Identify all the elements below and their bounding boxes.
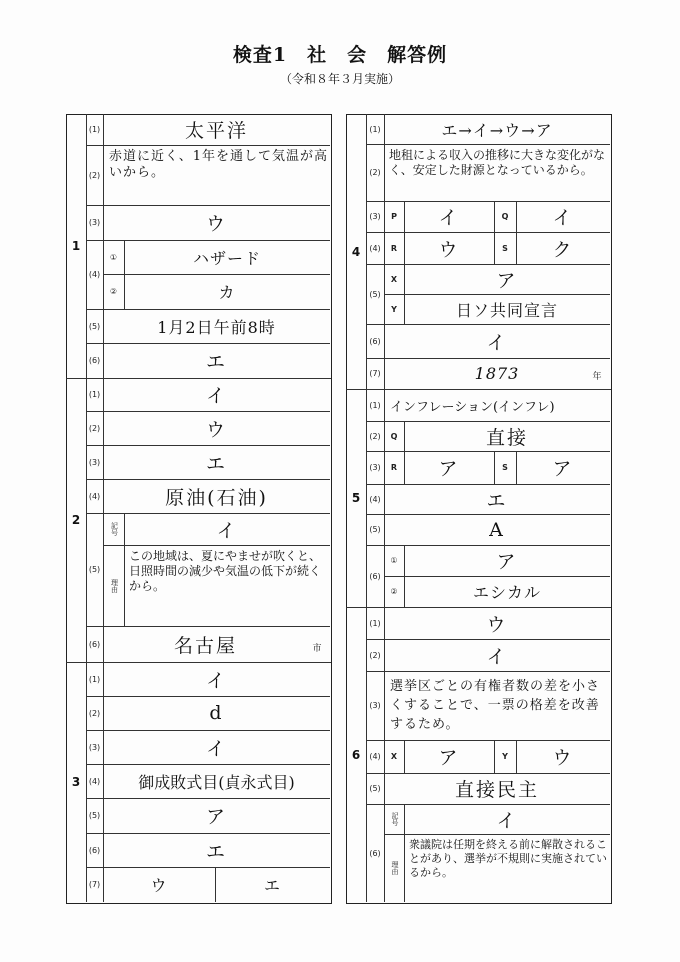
answer-text: 1月2日午前8時: [157, 317, 276, 337]
answer-text: インフレーション(インフレ): [390, 399, 555, 415]
question-number: (3): [88, 742, 101, 752]
answer-text: イ: [216, 519, 238, 542]
answer-text: イ: [496, 809, 518, 832]
answer-text: ア: [496, 551, 518, 573]
question-number: (5): [88, 321, 101, 331]
question-number: (2): [88, 708, 101, 718]
unit-label: 市: [312, 643, 322, 654]
question-number: (3): [369, 463, 381, 472]
answer-text: ア: [205, 806, 227, 828]
question-number: (4): [88, 270, 101, 279]
answer-text: 名古屋: [173, 634, 237, 657]
question-number: (3): [369, 701, 381, 710]
answer-text: 直接: [485, 426, 528, 449]
label-q: Q: [501, 212, 509, 221]
question-number: (2): [88, 170, 101, 180]
answer-text: A: [489, 518, 505, 541]
part-mark: ①: [109, 252, 118, 262]
section-number: 5: [351, 491, 361, 505]
answer-text: ク: [552, 238, 574, 261]
answer-text: イ: [486, 645, 508, 668]
answer-text: エ: [263, 876, 281, 895]
question-number: (4): [88, 491, 101, 501]
label-x: X: [390, 274, 398, 284]
answer-text: ウ: [486, 613, 508, 636]
question-number: (5): [88, 811, 101, 820]
label-q: Q: [390, 431, 398, 441]
question-number: (1): [88, 674, 101, 684]
symbol-label: 記号: [110, 522, 119, 536]
answer-text: ウ: [205, 418, 227, 441]
section-number: 3: [71, 775, 81, 789]
question-number: (1): [88, 390, 101, 399]
label-r: R: [390, 463, 398, 472]
answer-text: 地租による収入の推移に大きな変化がなく、安定した財源となっているから。: [389, 148, 606, 177]
answer-text: エ: [205, 452, 227, 475]
question-number: (1): [369, 400, 381, 410]
question-number: (6): [88, 845, 101, 855]
answer-text: エシカル: [472, 583, 541, 602]
question-number: (6): [369, 336, 381, 346]
section-number: 1: [71, 239, 81, 253]
answer-text: カ: [218, 283, 236, 302]
reason-label: 理由: [110, 578, 119, 593]
question-number: (3): [88, 218, 101, 227]
answer-text: エ: [205, 840, 227, 863]
question-number: (1): [369, 618, 381, 628]
question-number: (3): [88, 457, 101, 467]
answer-text: ア: [438, 747, 460, 769]
question-number: (5): [369, 784, 381, 793]
answer-text: ウ: [205, 213, 227, 235]
question-number: (2): [88, 423, 101, 433]
answer-text: イ: [205, 385, 227, 407]
answer-text: ウ: [150, 876, 168, 895]
symbol-label: 記号: [391, 812, 399, 826]
question-number: (2): [369, 431, 381, 441]
label-y: Y: [502, 752, 508, 761]
part-mark: ②: [390, 587, 398, 596]
question-number: (4): [369, 243, 381, 253]
reason-label: 理由: [391, 861, 399, 875]
label-s: S: [502, 243, 508, 253]
question-number: (6): [88, 356, 101, 365]
page-title: 検査1 社 会 解答例: [232, 44, 448, 66]
part-mark: ①: [390, 556, 398, 565]
answer-text: d: [209, 702, 224, 724]
question-number: (4): [369, 752, 381, 761]
question-number: (2): [369, 650, 381, 660]
answer-text: 赤道に近く、1年を通して気温が高いから。: [109, 149, 329, 180]
answer-text: この地域は、夏にやませが吹くと、日照時間の減少や気温の低下が続くから。: [129, 549, 322, 593]
question-number: (4): [369, 494, 381, 504]
section-number: 6: [351, 747, 361, 762]
answer-text: ア: [438, 458, 460, 480]
answer-text: 日ソ共同宣言: [455, 300, 558, 320]
unit-label: 年: [592, 371, 602, 382]
question-number: (4): [88, 776, 101, 786]
answer-text: エ→イ→ウ→ア: [441, 120, 553, 140]
part-mark: ②: [109, 287, 118, 296]
section-number: 2: [71, 513, 81, 527]
label-p: P: [391, 212, 397, 221]
answer-text: 原油(石油): [165, 486, 268, 509]
answer-text: イ: [438, 207, 460, 229]
page-subtitle: （令和８年３月実施）: [279, 72, 400, 86]
answer-text: ア: [552, 458, 574, 480]
question-number: (5): [88, 565, 101, 574]
answer-text: 御成敗式目(貞永式目): [138, 772, 295, 792]
question-number: (6): [88, 639, 101, 649]
label-r: R: [390, 243, 398, 253]
answer-text: ウ: [438, 238, 460, 261]
answer-text: イ: [486, 331, 508, 354]
answer-text: エ: [486, 489, 508, 512]
answer-text: ア: [496, 269, 518, 292]
answer-text: 衆議院は任期を終える前に解散されることがあり、選挙が不規則に実施されているから。: [409, 838, 607, 879]
answer-text: 直接民主: [454, 779, 539, 801]
question-number: (3): [369, 212, 381, 221]
section-number: 4: [351, 244, 361, 259]
answer-text: エ: [205, 351, 227, 373]
answer-text: ハザード: [192, 248, 261, 268]
question-number: (7): [88, 880, 101, 889]
answer-text: 太平洋: [184, 120, 248, 142]
question-number: (5): [369, 525, 381, 534]
label-s: S: [502, 463, 508, 472]
question-number: (7): [369, 369, 381, 378]
answer-text: イ: [205, 669, 227, 692]
question-number: (6): [369, 848, 381, 858]
label-x: X: [390, 752, 398, 761]
question-number: (5): [369, 289, 381, 299]
question-number: (6): [369, 571, 381, 581]
question-number: (1): [88, 125, 101, 134]
question-number: (1): [369, 124, 381, 134]
answer-text: ウ: [552, 747, 574, 769]
answer-text: 選挙区ごとの有権者数の差を小さくすることで、一票の格差を改善するため。: [390, 679, 601, 732]
answer-text: イ: [552, 207, 574, 229]
question-number: (2): [369, 168, 381, 177]
answer-text: 1873: [474, 364, 520, 383]
label-y: Y: [391, 304, 397, 314]
answer-text: イ: [205, 737, 227, 760]
